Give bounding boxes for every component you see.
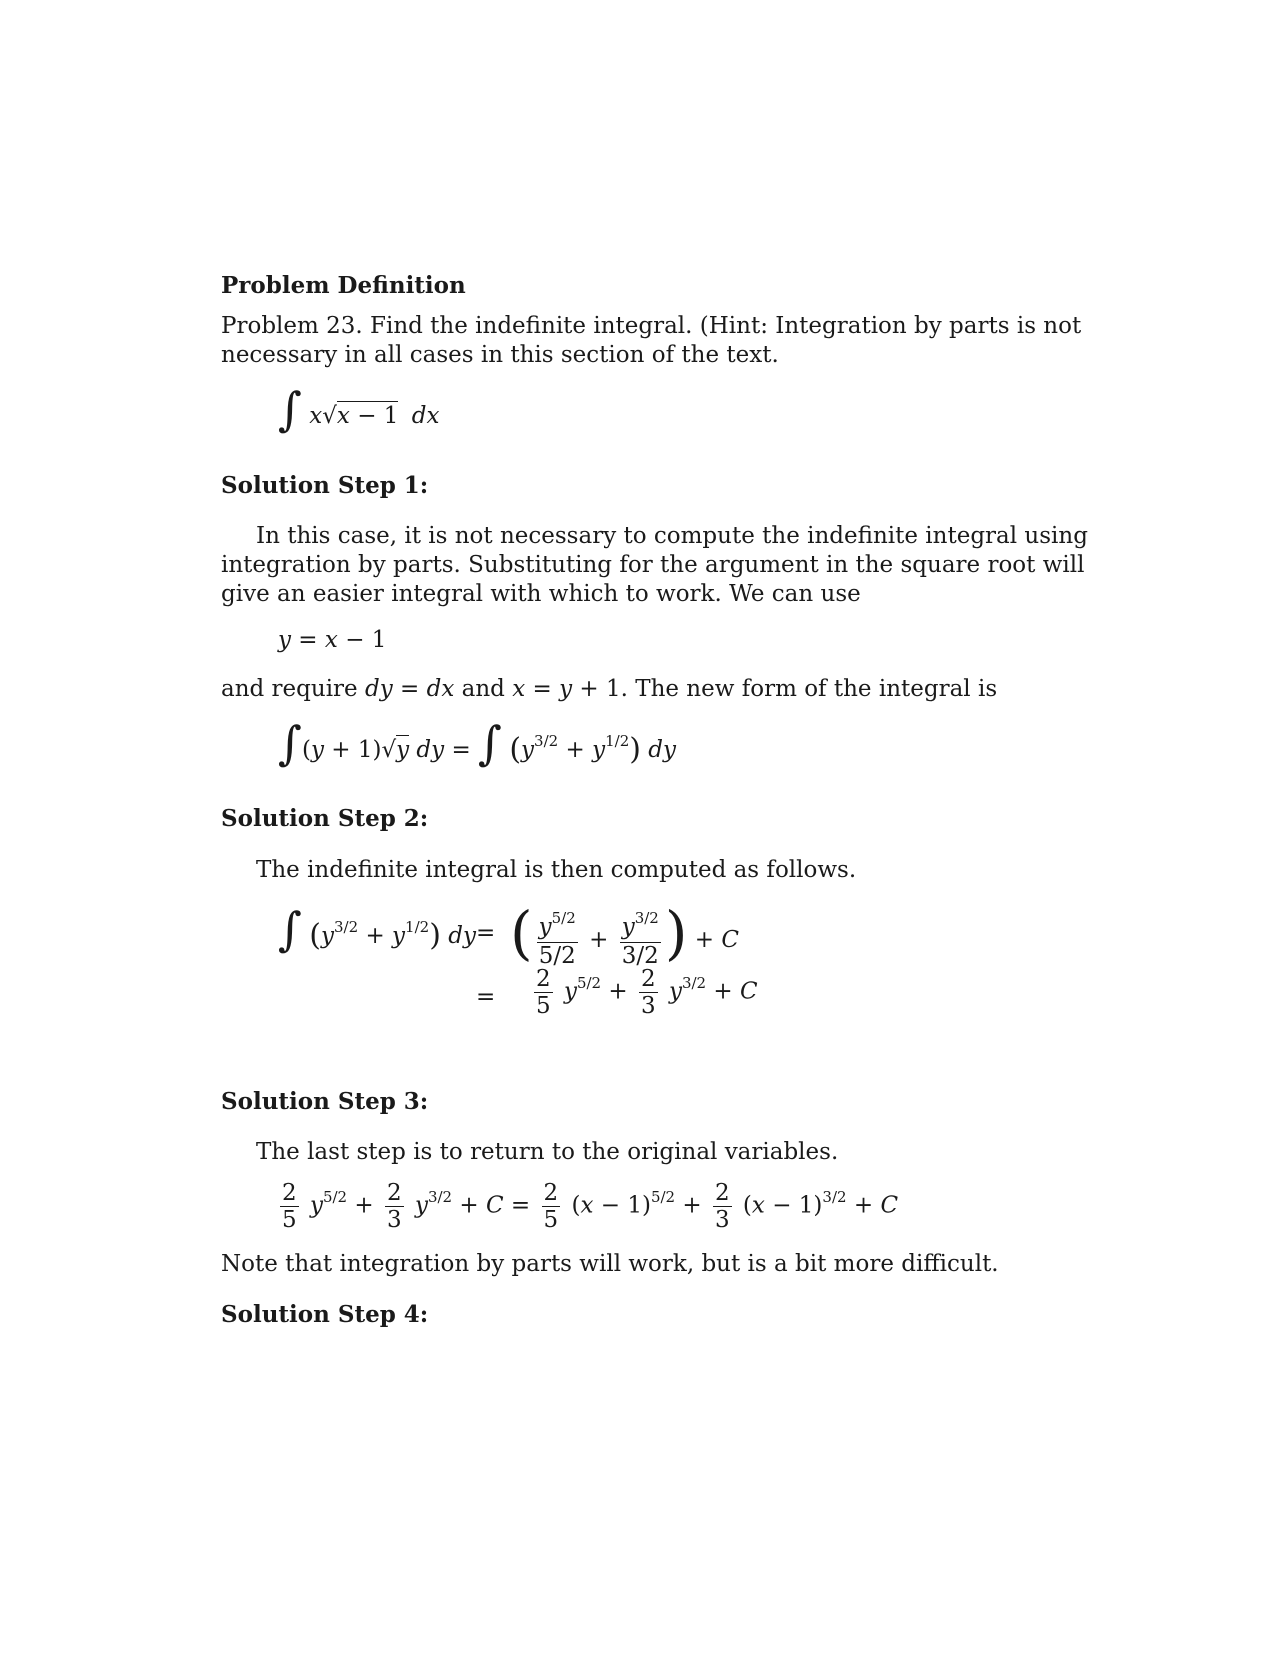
step-2-equation-line-1: ∫ $(y^{3/2} + y^{1/2})$ dy — [278, 902, 476, 956]
step-2-equals-2: = — [476, 984, 496, 1010]
problem-text-line-1: Problem 23. Find the indefinite integral. (Hint: Integration by parts is not — [221, 313, 1082, 339]
step-2-equation-rhs-2: $\frac{2}{5}$ $y^{5/2}$ + $\frac{2}{3}$ $y^{3/2} + C$ — [536, 966, 758, 1019]
problem-integral-equation: ∫ x√x − 1 dx — [278, 382, 440, 436]
step-2-equation-rhs-1: ( $\frac{y^{5/2}}{5/2}$ + $\frac{y^{3/2}}{3/2}$ ) + C — [510, 899, 739, 969]
step-2-equals-1: = — [476, 920, 496, 946]
step-1-text-line-1: In this case, it is not necessary to compute the indefinite integral using — [256, 523, 1088, 549]
new-integral-equation: ∫(y + 1)√y dy = ∫ $(y^{3/2} + y^{1/2})$ dy — [278, 716, 676, 770]
step-2-intro: The indefinite integral is then computed as follows. — [256, 857, 857, 883]
step-3-intro: The last step is to return to the original variables. — [256, 1139, 839, 1165]
problem-heading: Problem Definition — [221, 272, 466, 299]
substitution-equation: y = x − 1 — [278, 627, 387, 653]
step-3-equation: $\frac{2}{5}$ $y^{5/2}$ + $\frac{2}{3}$ $y^{3/2} + C$ = $\frac{2}{5}$ $(x - 1)^{5/2}$ + $\frac{2}{3}$ $(x - 1)^{3/2} + C$ — [282, 1180, 899, 1233]
require-line: and require dy = dx and x = y + 1. The new form of the integral is — [221, 676, 998, 702]
step-1-text-line-3: give an easier integral with which to work. We can use — [221, 581, 861, 607]
step-2-heading: Solution Step 2: — [221, 805, 429, 832]
step-1-heading: Solution Step 1: — [221, 472, 429, 499]
step-1-text-line-2: integration by parts. Substituting for the argument in the square root will — [221, 552, 1085, 578]
step-4-heading: Solution Step 4: — [221, 1301, 429, 1328]
step-3-heading: Solution Step 3: — [221, 1088, 429, 1115]
problem-text-line-2: necessary in all cases in this section of the text. — [221, 342, 779, 368]
step-3-note: Note that integration by parts will work, but is a bit more difficult. — [221, 1251, 999, 1277]
